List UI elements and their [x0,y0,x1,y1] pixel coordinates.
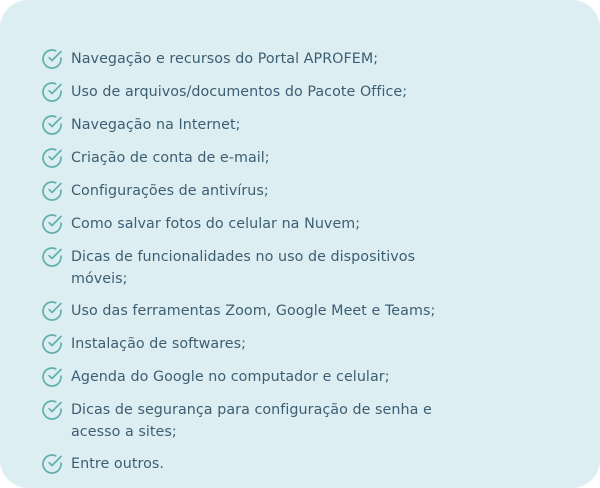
list-item [40,81,470,104]
list-item-label: Como salvar fotos do celular na Nuvem; [71,216,361,232]
check-circle-icon [40,299,64,323]
check-circle-icon [40,452,64,476]
list-item [40,180,470,203]
check-circle-icon [40,365,64,389]
list-item [40,48,470,71]
list-item-label: Entre outros. [71,456,164,472]
list-item [40,333,470,356]
check-circle-icon [40,398,64,422]
list-item-label: Agenda do Google no computador e celular; [71,369,390,385]
list-item-label: Navegação na Internet; [71,117,241,133]
list-item [40,114,470,137]
check-circle-icon [40,47,64,71]
check-circle-icon [40,113,64,137]
check-circle-icon [40,245,64,269]
list-item-label: Uso de arquivos/documentos do Pacote Office; [71,84,408,100]
check-circle-icon [40,179,64,203]
list-item [40,453,470,476]
list-item [40,399,470,443]
list-item [40,366,470,389]
check-circle-icon [40,146,64,170]
list-item-label: Dicas de segurança para configuração de senha e acesso a sites; [71,402,432,440]
list-item [40,246,470,290]
list-item-label: Configurações de antivírus; [71,183,269,199]
check-circle-icon [40,332,64,356]
check-circle-icon [40,212,64,236]
list-item-label: Dicas de funcionalidades no uso de dispositivos móveis; [71,249,416,287]
list-item-label: Uso das ferramentas Zoom, Google Meet e Teams; [71,303,436,319]
list-item-label: Instalação de softwares; [71,336,247,352]
check-circle-icon [40,80,64,104]
list-item-label: Navegação e recursos do Portal APROFEM; [71,51,379,67]
list-item [40,147,470,170]
list-item-label: Criação de conta de e-mail; [71,150,270,166]
topics-list [40,48,470,486]
list-item [40,213,470,236]
list-item [40,300,470,323]
